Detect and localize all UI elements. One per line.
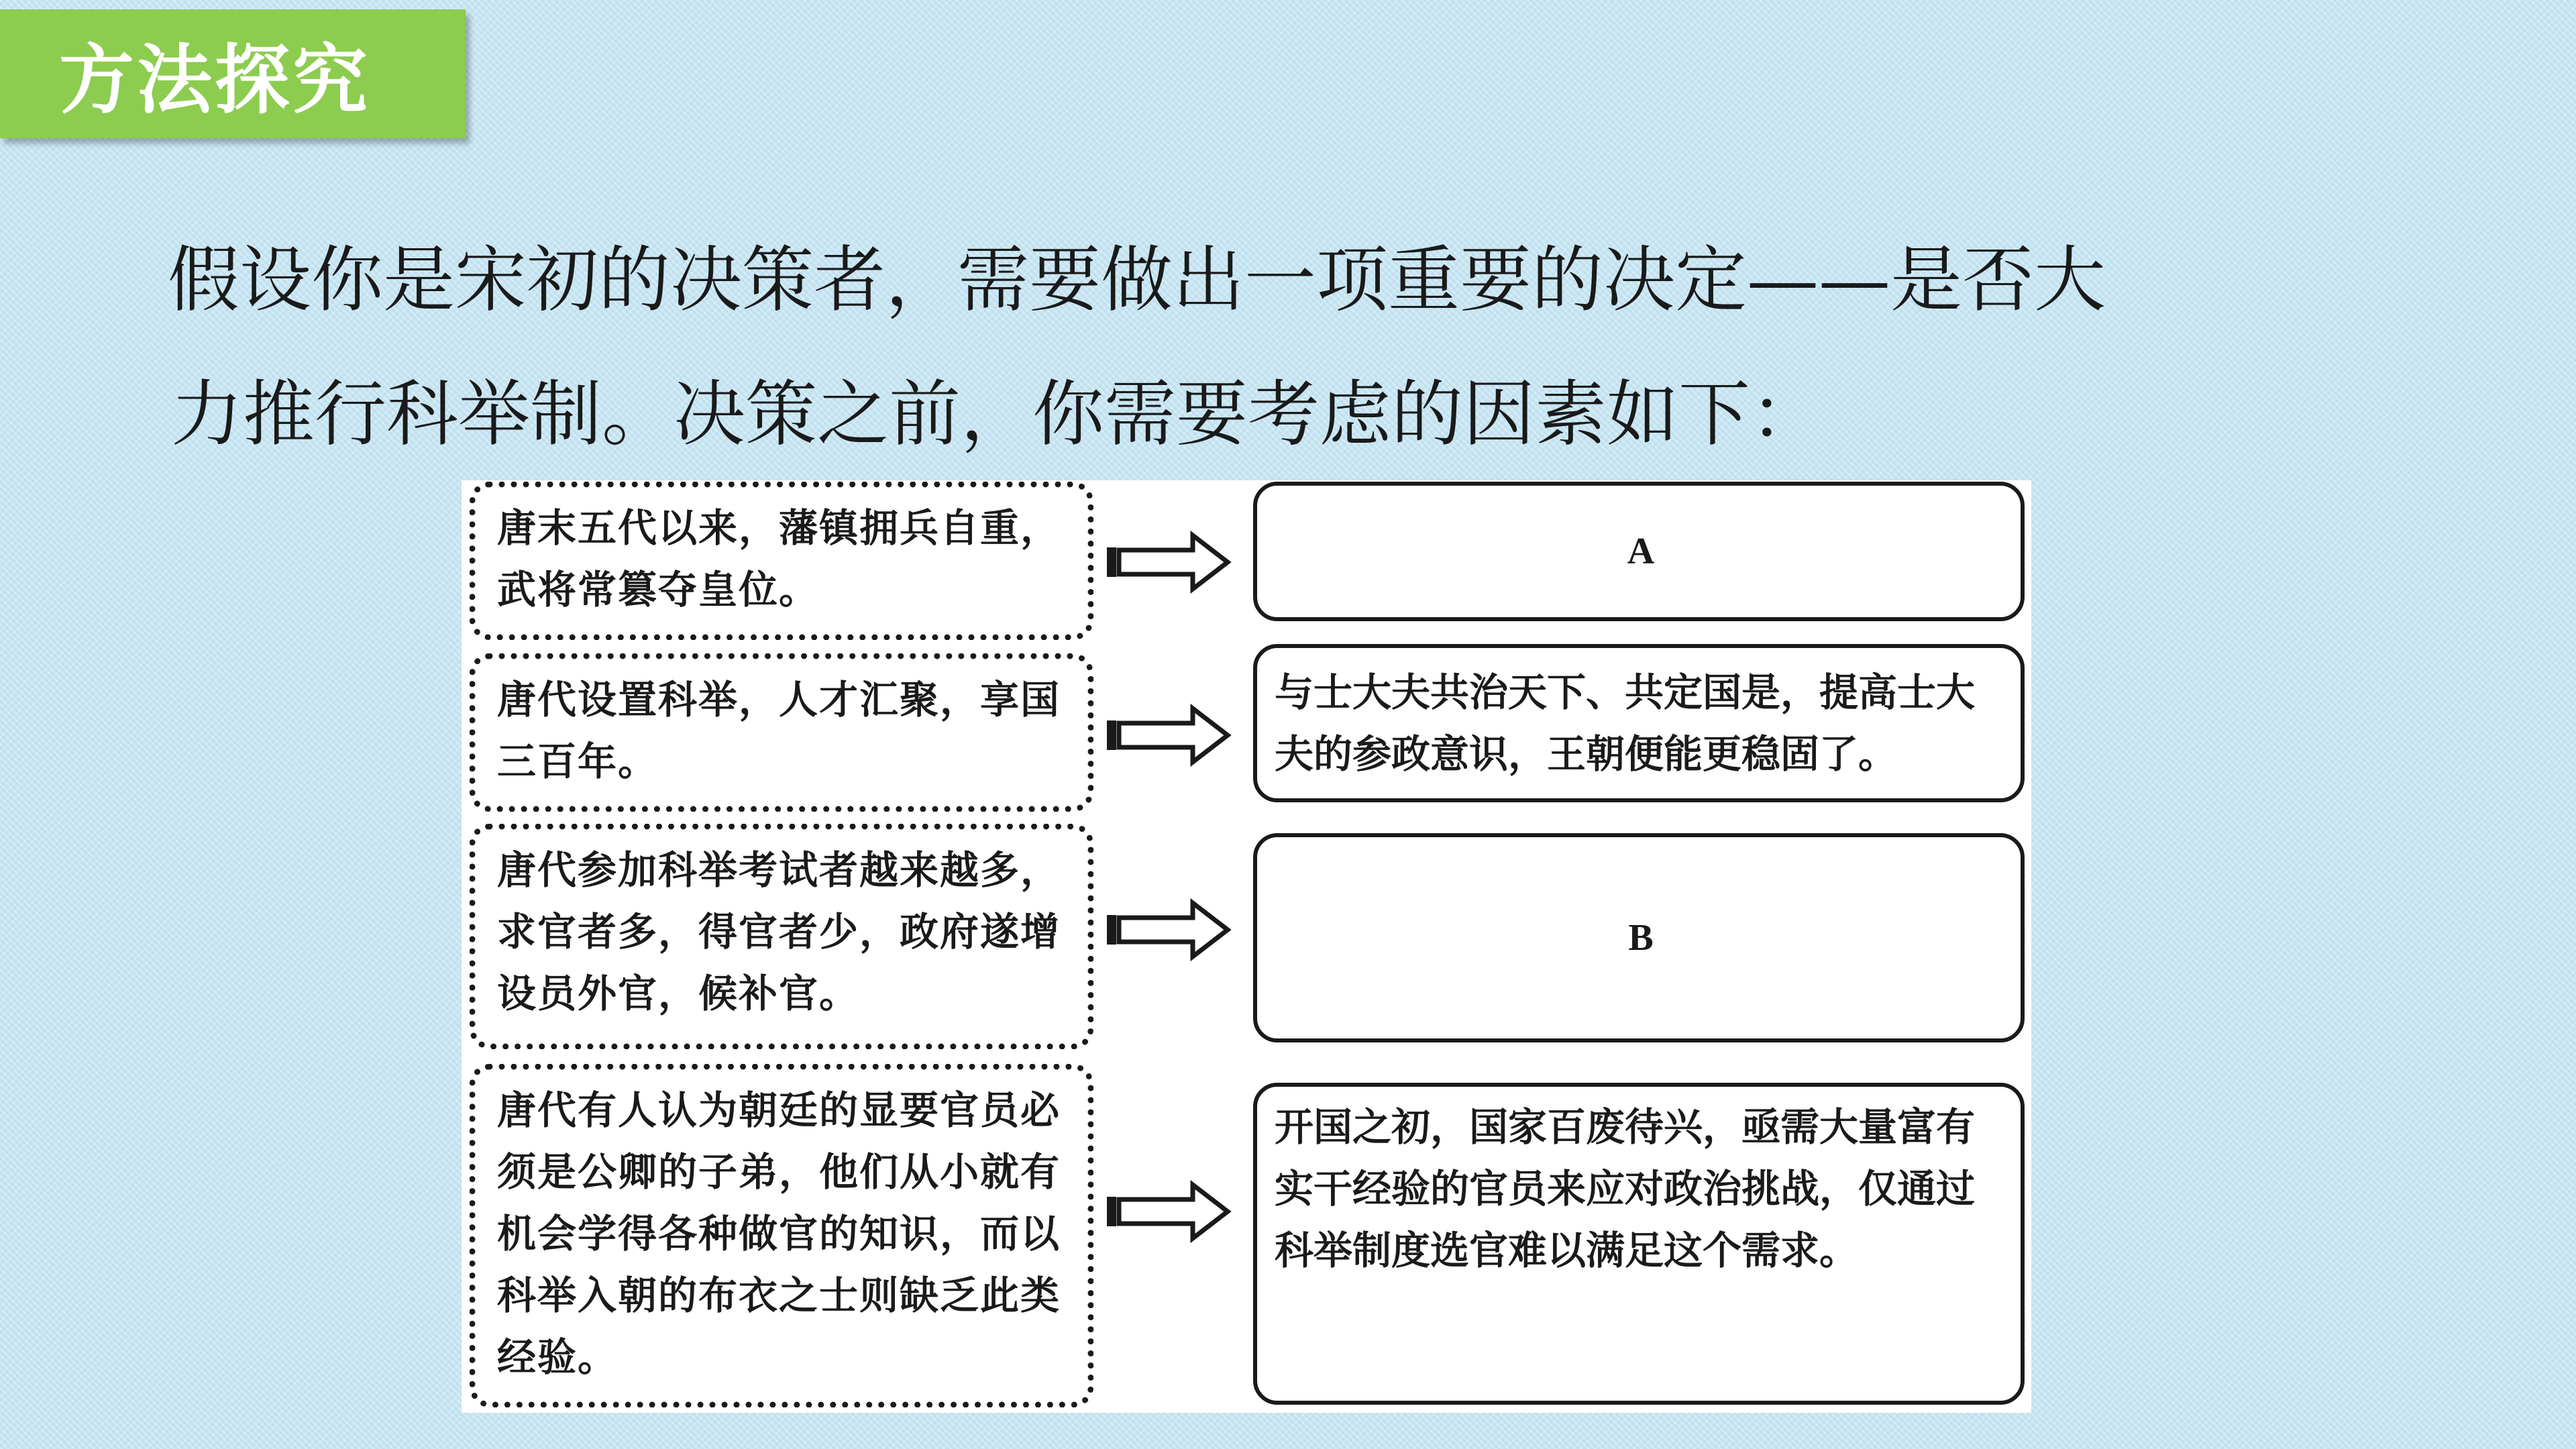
right-arrow-icon xyxy=(1106,702,1233,769)
conclusion-label-a: A xyxy=(1627,531,1655,572)
intro-line-1: 假设你是宋初的决策者，需要做出一项重要的决定——是否大 xyxy=(168,239,2106,322)
intro-line-2: 力推行科举制。决策之前，你需要考虑的因素如下： xyxy=(171,373,1823,456)
factor-box-3 xyxy=(470,824,1093,1049)
factor-text-4: 唐代有人认为朝廷的显要官员必须是公卿的子弟，他们从小就有机会学得各种做官的知识，而以科举入朝的布衣之士则缺乏此类经验。 xyxy=(497,1087,1061,1380)
right-arrow-icon xyxy=(1106,1178,1233,1245)
factor-text-3: 唐代参加科举考试者越来越多，求官者多，得官者少，政府遂增设员外官，候补官。 xyxy=(497,847,1061,1016)
decision-factors-figure xyxy=(462,480,2031,1413)
right-arrow-icon xyxy=(1106,529,1233,596)
conclusion-text-4: 开国之初，国家百废待兴，亟需大量富有实干经验的官员来应对政治挑战，仅通过科举制度选官难以满足这个需求。 xyxy=(1275,1104,1976,1273)
factor-box-4 xyxy=(470,1064,1093,1407)
conclusion-box-b xyxy=(1253,833,2025,1042)
conclusion-label-b: B xyxy=(1628,917,1654,959)
factor-box-2 xyxy=(470,653,1093,812)
conclusion-box-4 xyxy=(1253,1083,2025,1405)
conclusion-box-2 xyxy=(1253,644,2025,802)
conclusion-box-a xyxy=(1253,482,2025,621)
right-arrow-icon xyxy=(1106,896,1233,963)
conclusion-text-2: 与士大夫共治天下、共定国是，提高士大夫的参政意识，王朝便能更稳固了。 xyxy=(1275,669,1976,777)
intro-paragraph xyxy=(168,213,2408,347)
factor-text-2: 唐代设置科举，人才汇聚，享国三百年。 xyxy=(497,677,1061,784)
factor-box-1 xyxy=(470,482,1093,640)
section-title: 方法探究 xyxy=(59,36,370,124)
section-title-tag xyxy=(0,9,466,138)
factor-text-1: 唐末五代以来，藩镇拥兵自重，武将常篡夺皇位。 xyxy=(497,505,1061,612)
